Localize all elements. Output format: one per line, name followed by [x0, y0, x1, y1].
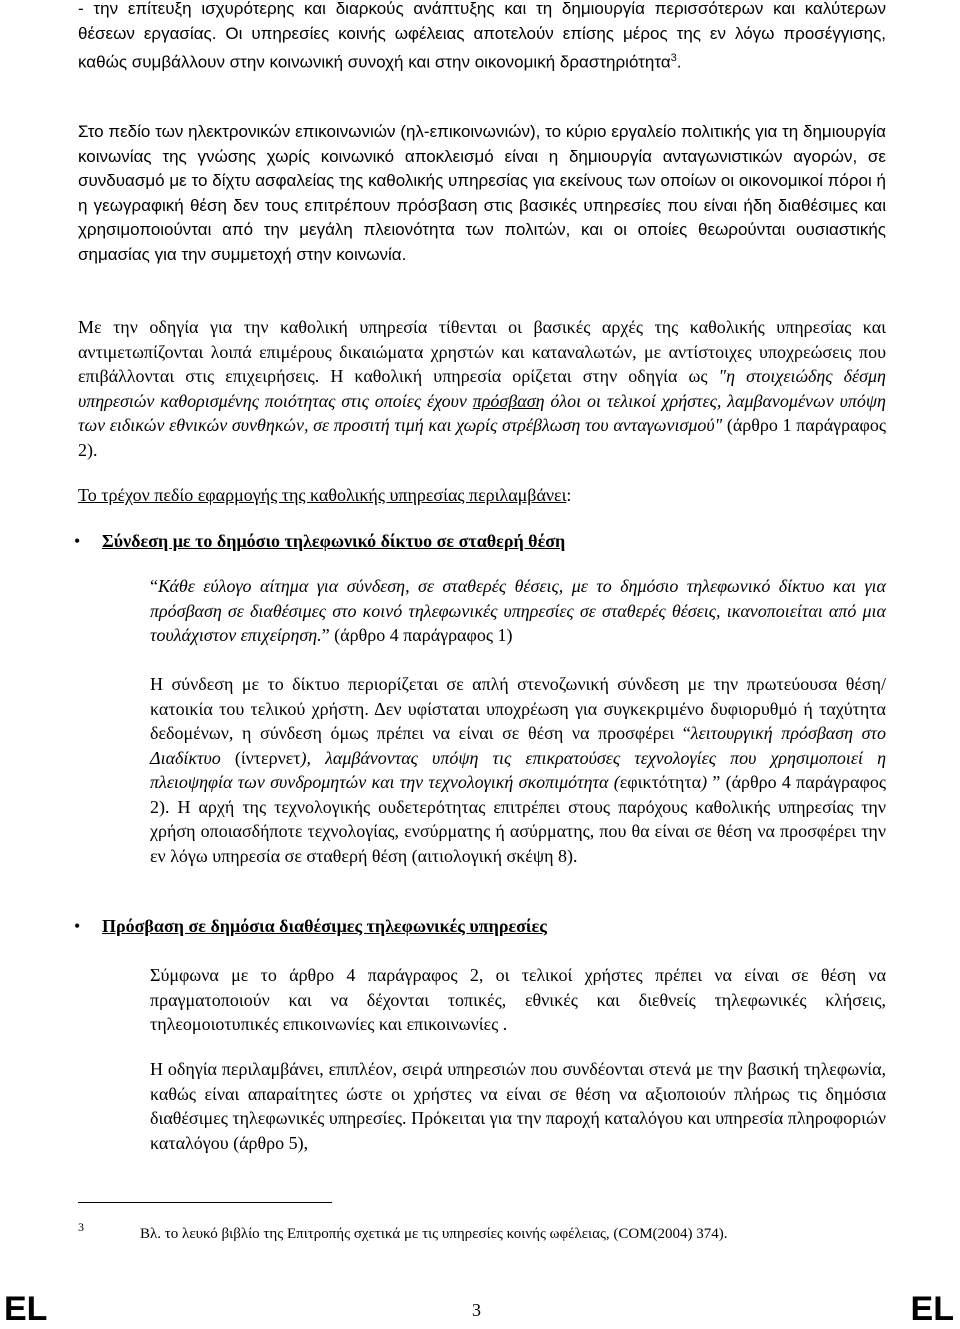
bullet-public-telephone [74, 916, 886, 937]
paragraph-connection [150, 672, 886, 868]
directive-quote-cont: όλοι οι τελικοί χρήστες, λαμβανομένων υπόψη των ειδικών εθνικών συνθηκών, σε προσιτή τιμή και χωρίς στρέβλωση του ανταγωνισμού" [78, 390, 886, 435]
paragraph-directive [78, 315, 886, 462]
connection-text-4: ” (άρθρο 4 παράγραφος 2). Η αρχή της τεχνολογικής ουδετερότητας επιτρέπει στους παρόχους καθολικής υπηρεσίας την χρήση οποιασδήποτε τεχνολογίας, ενσύρματης ή ασύρματης, που θα είναι σε θέση να προσφέρει την εν λόγω υπηρεσία σε σταθερή θέση (αιτιολογική σκέψη 8). [150, 772, 886, 866]
directive-quote-access: πρόσβαση [472, 390, 545, 411]
scope-colon: : [566, 485, 572, 505]
directive-text: Με την οδηγία για την καθολική υπηρεσία τίθενται οι βασικές αρχές της καθολικής υπηρεσίας και αντιμετωπίζονται λοιπά επιμέρους δικαιώματα χρηστών και καταναλωτών, με αντίστοιχες υποχρεώσεις που επιβάλλονται στις επιχειρήσεις. Η καθολική υπηρεσία ορίζεται στην οδηγία ως [78, 317, 886, 386]
connection-quote-2: ), λαμβάνοντας υπόψη τις επικρατούσες τεχνολογίες που χρησιμοποιεί η πλειοψηφία των συνδρομητών και την τεχνολογική σκοπιμότητα ( [150, 747, 887, 792]
quote-text: Κάθε εύλογο αίτημα για σύνδεση, σε σταθερές θέσεις, με το δημόσιο τηλεφωνικό δίκτυο και για πρόσβαση σε διαθέσιμες στο κοινό τηλεφωνικές υπηρεσίες σε σταθερές θέσεις, ικανοποιείται από μια τουλάχιστον επιχείρηση. [150, 576, 886, 645]
connection-text-3: εφικτότητα [619, 772, 702, 792]
quote-article4-1 [150, 574, 886, 648]
language-code-left: EL [4, 1290, 48, 1328]
bullet-dot-icon: • [74, 916, 81, 936]
connection-text: Η σύνδεση με το δίκτυο περιορίζεται σε απλή στενοζωνική σύνδεση με την πρωτεύουσα θέση/κατοικία του τελικού χρήστη. Δεν υφίσταται υποχρέωση για συγκεκριμένο δυφιορυθμό ή ταχύτητα δεδομένων, η σύνδεση όμως πρέπει να είναι σε θέση να προσφέρει “ [150, 674, 886, 743]
footnote-text: Βλ. το λευκό βιβλίο της Επιτροπής σχετικά με τις υπηρεσίες κοινής ωφέλειας, (COM(2004) 374). [140, 1226, 728, 1242]
footnote-separator [78, 1202, 332, 1203]
connection-text-2: (ίντερνετ [220, 747, 301, 768]
paragraph-intro [78, 0, 886, 75]
bullet-dot-icon: • [74, 531, 81, 551]
paragraph-end: . [676, 52, 682, 72]
paragraph-article4-2: Σύμφωνα με το άρθρο 4 παράγραφος 2, οι τελικοί χρήστες πρέπει να είναι σε θέση να πραγματοποιούν και να δέχονται τοπικές, εθνικές και διεθνείς τηλεφωνικές κλήσεις, τηλεομοιοτυπικές επικοινωνίες και επικοινωνίες . [150, 965, 886, 1034]
directive-quote: "η στοιχειώδης δέσμη υπηρεσιών καθορισμένης ποιότητας στις οποίες έχουν [78, 366, 886, 411]
footnote-ref: 3 [670, 52, 677, 64]
connection-quote-3: ) [701, 772, 708, 792]
bullet-fixed-connection [74, 531, 886, 552]
scope-heading-text: Το τρέχον πεδίο εφαρμογής της καθολικής υπηρεσίας περιλαμβάνει [78, 485, 567, 505]
connection-quote: λειτουργική πρόσβαση στο Διαδίκτυο [150, 723, 886, 768]
footnote-number: 3 [78, 1220, 84, 1234]
page-number: 3 [472, 1300, 481, 1320]
bullet-title: Σύνδεση με το δημόσιο τηλεφωνικό δίκτυο σε σταθερή θέση [102, 531, 566, 551]
quote-ref: ” (άρθρο 4 παράγραφος 1) [321, 625, 513, 645]
bullet-title: Πρόσβαση σε δημόσια διαθέσιμες τηλεφωνικές υπηρεσίες [102, 916, 547, 936]
language-code-right: EL [910, 1290, 954, 1328]
paragraph-text: - την επίτευξη ισχυρότερης και διαρκούς ανάπτυξης και τη δημιουργία περισσότερων και καλύτερων θέσεων εργασίας. Οι υπηρεσίες κοινής ωφέλειας αποτελούν επίσης μέρος της εν λόγω προσέγγισης, καθώς συμβάλλουν στην κοινωνική συνοχή και στην οικονομική δραστηριότητα [78, 0, 886, 72]
scope-heading [78, 483, 571, 507]
paragraph-directory: Η οδηγία περιλαμβάνει, επιπλέον, σειρά υπηρεσιών που συνδέονται στενά με την βασική τηλεφωνία, καθώς είναι απαραίτητες ώστε οι χρήστες να είναι σε θέση να αξιοποιούν πλήρως τις δημόσια διαθέσιμες τηλεφωνικές υπηρεσίες. Πρόκειται για την παροχή καταλόγου και υπηρεσία πληροφοριών καταλόγου (άρθρο 5), [150, 1059, 886, 1153]
paragraph-ecomms: Στο πεδίο των ηλεκτρονικών επικοινωνιών (ηλ-επικοινωνιών), το κύριο εργαλείο πολιτικής για τη δημιουργία κοινωνίας της γνώσης χωρίς κοινωνικό αποκλεισμό είναι η δημιουργία ανταγωνιστικών αγορών, σε συνδυασμό με το δίχτυ ασφαλείας της καθολικής υπηρεσίας για εκείνους των οποίων οι οικονομικοί πόροι ή η γεωγραφική θέση δεν τους επιτρέπουν πρόσβαση στις βασικές υπηρεσίες που είναι ήδη διαθέσιμες και χρησιμοποιούνται από την μεγάλη πλειονότητα των πολιτών, και οι οποίες θεωρούνται ουσιαστικής σημασίας για την συμμετοχή στην κοινωνία. [78, 122, 886, 264]
quote-mark: “ [150, 576, 158, 596]
directive-ref: (άρθρο 1 παράγραφος 2). [78, 415, 887, 460]
